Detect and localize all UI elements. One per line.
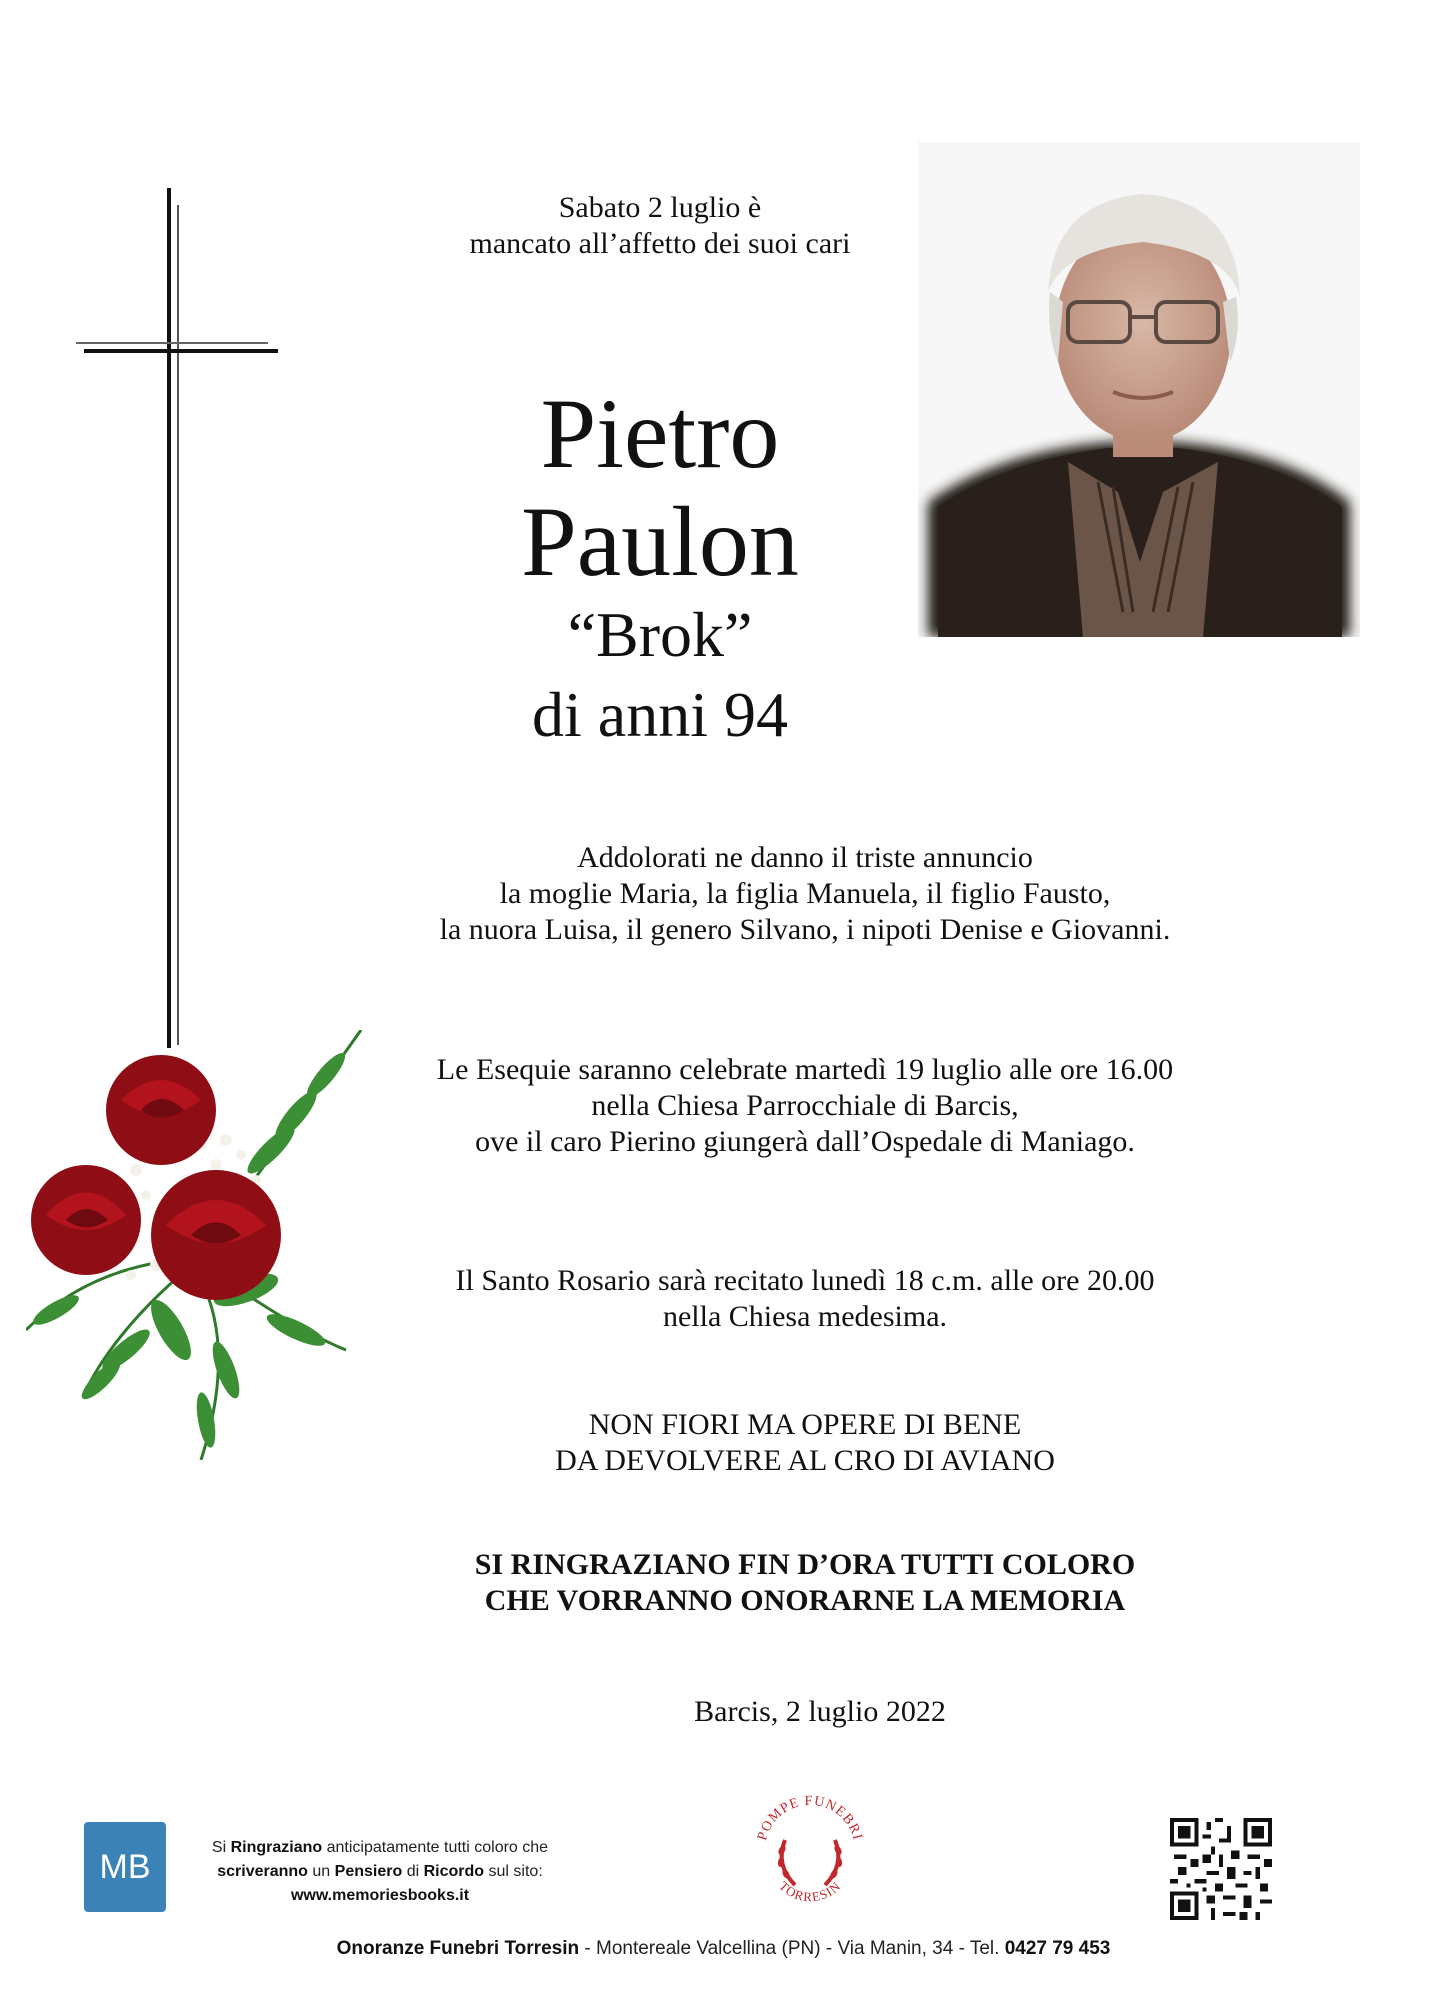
funeral-line-2: nella Chiesa Parrocchiale di Barcis, (591, 1089, 1019, 1122)
announcement-line-3: la nuora Luisa, il genero Silvano, i nipoti Denise e Giovanni. (439, 913, 1171, 946)
memoriesbooks-logo: MB (84, 1822, 166, 1912)
donation-line-1: NON FIORI MA OPERE DI BENE (588, 1408, 1022, 1441)
rose-right (151, 1170, 281, 1300)
pompe-funebri-seal (750, 1790, 870, 1920)
announcement-line-1: Addolorati ne danno il triste annuncio (577, 841, 1033, 874)
donation-block (330, 1407, 1280, 1479)
funeral-line-1: Le Esequie saranno celebrate martedì 19 luglio alle ore 16.00 (436, 1053, 1174, 1086)
intro-line-2: mancato all’affetto dei suoi cari (469, 227, 851, 260)
cross-horizontal-line (76, 342, 268, 344)
svg-text:TORRESIN (776, 1878, 844, 1904)
intro-line-1: Sabato 2 luglio è (558, 191, 762, 224)
place-date: Barcis, 2 luglio 2022 (694, 1695, 946, 1728)
footer-address: - Montereale Valcellina (PN) - Via Manin, 34 - Tel. (584, 1938, 1000, 1959)
footer-contact (0, 1938, 1447, 1960)
first-name: Pietro (540, 378, 780, 489)
cross-horizontal-bar (84, 349, 278, 353)
last-name: Paulon (521, 486, 799, 597)
funeral-line-3: ove il caro Pierino giungerà dall’Ospedale di Maniago. (475, 1125, 1135, 1158)
thanks-block (330, 1547, 1280, 1619)
age: di anni 94 (532, 679, 788, 750)
thanks-line-1: SI RINGRAZIANO FIN D’ORA TUTTI COLORO (474, 1548, 1136, 1581)
donation-line-2: DA DEVOLVERE AL CRO DI AVIANO (555, 1444, 1055, 1477)
cross-vertical-line (177, 205, 179, 1045)
announcement-line-2: la moglie Maria, la figlia Manuela, il figlio Fausto, (499, 877, 1111, 910)
memoriesbooks-line-1: Si Ringraziano anticipatamente tutti coloro che (211, 1839, 549, 1856)
roses-bouquet-image (26, 1030, 376, 1460)
intro-text (400, 190, 920, 262)
svg-text:POMPE FUNEBRI (755, 1794, 865, 1842)
footer-phone: 0427 79 453 (1004, 1938, 1111, 1959)
cross-vertical-bar (167, 188, 171, 1048)
memoriesbooks-url[interactable]: www.memoriesbooks.it (290, 1887, 470, 1904)
seal-bottom-text: TORRESIN (776, 1878, 844, 1905)
nickname: “Brok” (567, 599, 753, 670)
portrait-photo (918, 142, 1360, 637)
footer-company: Onoranze Funebri Torresin (336, 1938, 580, 1959)
rose-left (31, 1165, 141, 1275)
funeral-block (330, 1052, 1280, 1160)
rosary-line-1: Il Santo Rosario sarà recitato lunedì 18 c.m. alle ore 20.00 (455, 1264, 1155, 1297)
rosary-block (330, 1263, 1280, 1335)
memoriesbooks-text (180, 1836, 580, 1908)
qr-code[interactable] (1170, 1818, 1272, 1920)
thanks-line-2: CHE VORRANNO ONORARNE LA MEMORIA (484, 1584, 1126, 1617)
memoriesbooks-line-2: scriveranno un Pensiero di Ricordo sul sito: (217, 1863, 543, 1880)
rosary-line-2: nella Chiesa medesima. (662, 1300, 948, 1333)
seal-top-text: POMPE FUNEBRI (755, 1793, 865, 1843)
rose-top (106, 1055, 216, 1165)
announcement-block (330, 840, 1280, 948)
